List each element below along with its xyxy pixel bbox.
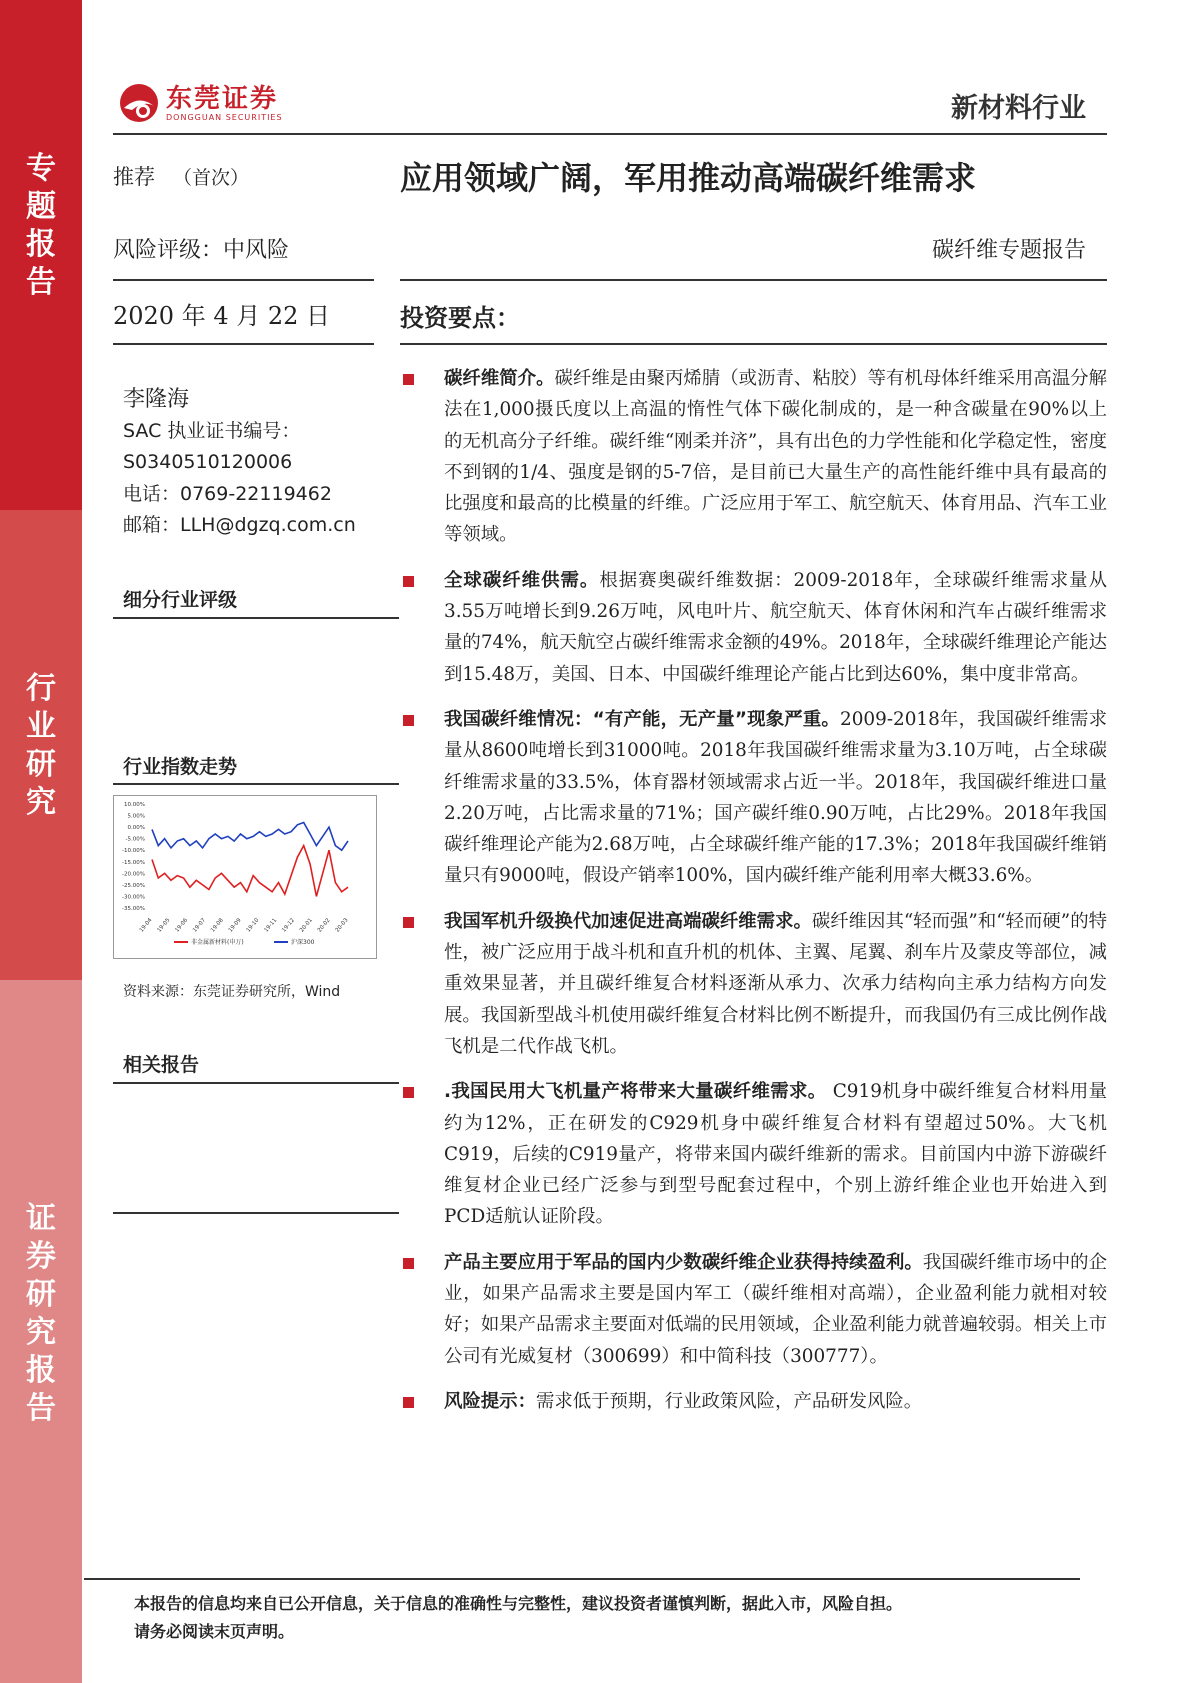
- analyst-sac-no: S0340510120006: [123, 451, 293, 473]
- key-point-body: 碳纤维是由聚丙烯腈（或沥青、粘胶）等有机母体纤维采用高温分解法在1,000摄氏度以上高温的惰性气体下碳化制成的，是一种含碳量在90%以上的无机高分子纤维。碳纤维“刚柔并济”，具有出色的力学性能和化学稳定性，密度不到钢的1/4、强度是钢的5-7倍，是目前已大量生产的高性能纤维中具有最高的比强度和最高的比模量的纤维。广泛应用于军工、航空航天、体育用品、汽车工业等领域。: [444, 368, 1107, 546]
- chart-svg: [114, 796, 376, 958]
- key-point-head: 碳纤维简介。: [444, 368, 555, 389]
- key-point-head: 我国军机升级换代加速促进高端碳纤维需求。: [444, 910, 812, 932]
- y-tick-label: -10.00%: [122, 848, 145, 855]
- chart-source: 资料来源：东莞证券研究所，Wind: [123, 984, 341, 1000]
- x-tick-label: 19-08: [209, 917, 225, 934]
- analyst-info: [123, 384, 356, 542]
- divider: [84, 1578, 1080, 1580]
- sidebar-char: 研: [26, 1277, 56, 1312]
- key-point: [400, 565, 1107, 690]
- divider: [400, 343, 1107, 345]
- analyst-sac-label: SAC 执业证书编号：: [123, 419, 301, 442]
- key-point: [400, 906, 1107, 1062]
- index-trend-chart: [113, 795, 377, 959]
- rating-label: 推荐: [113, 165, 155, 189]
- sidebar-char: 专: [26, 151, 56, 186]
- key-point: [400, 704, 1107, 892]
- key-point-body: 碳纤维因其“轻而强”和“轻而硬”的特性，被广泛应用于战斗机和直升机的机体、主翼、尾翼、刹车片及蒙皮等部位，减重效果显著，并且碳纤维复合材料逐渐从承力、次承力结构向主承力结构方向发展。我国新型战斗机使用碳纤维复合材料比例不断提升，而我国仍有三成比例作战飞机是二代作战飞机。: [444, 910, 1107, 1057]
- rating: [113, 161, 249, 191]
- key-point-body: 2009-2018年，我国碳纤维需求量从8600吨增长到31000吨。2018年我国碳纤维需求量为3.10万吨，占全球碳纤维需求量的33.5%，体育器材领域需求占近一半。2018年，我国碳纤维进口量2.20万吨，占比需求量的71%；国产碳纤维0.90万吨，占比29%。2018年我国碳纤维理论产能为2.68万吨，占全球碳纤维产能的17.3%；2018年我国碳纤维销量只有9000吨，假设产销率100%，国内碳纤维产能利用率大概33.6%。: [444, 708, 1107, 887]
- x-tick-label: 20-01: [299, 917, 314, 934]
- y-tick-label: -5.00%: [125, 836, 145, 843]
- y-tick-label: 10.00%: [124, 802, 145, 808]
- section-title-sub-rating: 细分行业评级: [123, 589, 238, 611]
- divider: [113, 1212, 399, 1214]
- divider: [113, 279, 374, 281]
- bullet-square-icon: [403, 1087, 414, 1098]
- disclaimer-line: 本报告的信息均来自已公开信息，关于信息的准确性与完整性，建议投资者谨慎判断，据此入市，风险自担。: [134, 1594, 903, 1613]
- key-point-body: 需求低于预期，行业政策风险，产品研发风险。: [535, 1390, 923, 1412]
- y-tick-label: -25.00%: [122, 882, 145, 889]
- y-tick-label: -30.00%: [122, 894, 145, 901]
- sidebar-char: 研: [26, 747, 56, 782]
- section-title-related: 相关报告: [123, 1054, 200, 1076]
- risk-rating: 风险评级：中风险: [113, 238, 290, 263]
- analyst-email: 邮箱：LLH@dgzq.com.cn: [123, 514, 356, 536]
- sidebar-block-topic-report: [0, 0, 82, 510]
- sidebar-block-securities-report: [0, 980, 82, 1683]
- report-title: 应用领域广阔，军用推动高端碳纤维需求: [400, 159, 977, 197]
- sidebar-char: 究: [26, 785, 56, 820]
- logo-text-en: DONGGUAN SECURITIES: [166, 112, 283, 122]
- sidebar-char: 券: [26, 1239, 56, 1274]
- key-point-head: 产品主要应用于军品的国内少数碳纤维企业获得持续盈利。: [444, 1251, 923, 1273]
- disclaimer-line: 请务必阅读末页声明。: [134, 1622, 295, 1641]
- sidebar-block-industry-research: [0, 510, 82, 980]
- key-point-body: C919机身中碳纤维复合材料用量约为12%，正在研发的C929机身中碳纤维复合材料有望超过50%。大飞机C919，后续的C919量产，将带来国内碳纤维新的需求。目前国内中游下游碳纤维复材企业已经广泛参与到型号配套过程中，个别上游纤维企业也开始进入到PCD适航认证阶段。: [444, 1081, 1107, 1228]
- key-point: [400, 363, 1107, 551]
- key-point: [400, 1386, 1107, 1417]
- key-point-head: 我国碳纤维情况：“有产能，无产量”现象严重。: [444, 708, 841, 730]
- legend-label: 非金属新材料(申万): [191, 939, 244, 946]
- divider: [113, 783, 399, 785]
- sidebar-char: 业: [26, 709, 56, 744]
- series-line: [152, 846, 348, 897]
- x-tick-label: 19-07: [192, 917, 207, 934]
- sidebar-char: 行: [26, 671, 56, 706]
- sidebar-char: 告: [26, 265, 56, 300]
- section-title-index-trend: 行业指数走势: [123, 756, 238, 778]
- divider: [113, 343, 374, 345]
- divider: [113, 1082, 399, 1084]
- bullet-square-icon: [403, 374, 414, 385]
- series-line: [152, 823, 348, 851]
- analyst-phone: 电话：0769-22119462: [123, 482, 332, 505]
- legend-label: 沪深300: [291, 939, 315, 946]
- key-point: [400, 1076, 1107, 1232]
- x-tick-label: 19-09: [227, 917, 243, 934]
- y-tick-label: -15.00%: [122, 859, 145, 866]
- x-tick-label: 19-12: [281, 917, 297, 934]
- report-date: 2020 年 4 月 22 日: [113, 302, 331, 330]
- y-tick-label: -20.00%: [122, 871, 145, 878]
- logo-icon: [118, 82, 160, 124]
- x-tick-label: 20-02: [316, 917, 332, 934]
- bullet-square-icon: [403, 715, 414, 726]
- x-tick-label: 19-11: [263, 917, 279, 934]
- analyst-name: 李隆海: [123, 387, 190, 412]
- y-tick-label: -35.00%: [122, 906, 145, 912]
- bullet-square-icon: [403, 576, 414, 587]
- divider: [113, 617, 399, 619]
- logo-text-cn: 东莞证券: [166, 83, 279, 114]
- x-tick-label: 20-03: [334, 917, 350, 934]
- key-point-body: 根据赛奥碳纤维数据：2009-2018年，全球碳纤维需求量从3.55万吨增长到9.26万吨，风电叶片、航空航天、体育休闲和汽车占碳纤维需求量的74%，航天航空占碳纤维需求金额的49%。2018年，全球碳纤维理论产能达到15.48万，美国、日本、中国碳纤维理论产能占比到达60%，集中度非常高。: [444, 569, 1107, 685]
- sidebar-char: 报: [26, 1353, 56, 1388]
- key-point-head: 全球碳纤维供需。: [444, 569, 600, 591]
- y-tick-label: 5.00%: [127, 813, 145, 820]
- company-logo: [118, 82, 283, 124]
- bullet-square-icon: [403, 917, 414, 928]
- sidebar-char: 告: [26, 1391, 56, 1426]
- x-tick-label: 19-10: [245, 917, 261, 934]
- sidebar-char: 报: [26, 227, 56, 262]
- y-tick-label: 0.00%: [127, 825, 145, 832]
- report-subtitle: 碳纤维专题报告: [931, 238, 1086, 263]
- key-point: [400, 1247, 1107, 1372]
- bullet-square-icon: [403, 1397, 414, 1408]
- sidebar-char: 究: [26, 1315, 56, 1350]
- divider: [113, 133, 1107, 135]
- bullet-square-icon: [403, 1258, 414, 1269]
- sidebar: [0, 0, 82, 1683]
- disclaimer: [134, 1590, 902, 1646]
- key-point-head: 风险提示：: [444, 1390, 536, 1412]
- key-points-title: 投资要点：: [400, 304, 520, 332]
- sidebar-char: 题: [26, 189, 56, 224]
- x-tick-label: 19-06: [174, 917, 190, 934]
- key-point-head: .我国民用大飞机量产将带来大量碳纤维需求。: [444, 1081, 827, 1103]
- industry-label: 新材料行业: [951, 93, 1086, 124]
- rating-note: （首次）: [173, 167, 250, 189]
- sidebar-char: 证: [26, 1201, 56, 1236]
- x-tick-label: 19-05: [156, 917, 172, 934]
- x-tick-label: 19-04: [138, 917, 154, 934]
- key-points-list: [400, 363, 1107, 1431]
- key-point-body: 我国碳纤维市场中的企业，如果产品需求主要是国内军工（碳纤维相对高端），企业盈利能力就相对较好；如果产品需求主要面对低端的民用领域，企业盈利能力就普遍较弱。相关上市公司有光威复材（300699）和中简科技（300777）。: [444, 1251, 1107, 1367]
- divider: [400, 279, 1107, 281]
